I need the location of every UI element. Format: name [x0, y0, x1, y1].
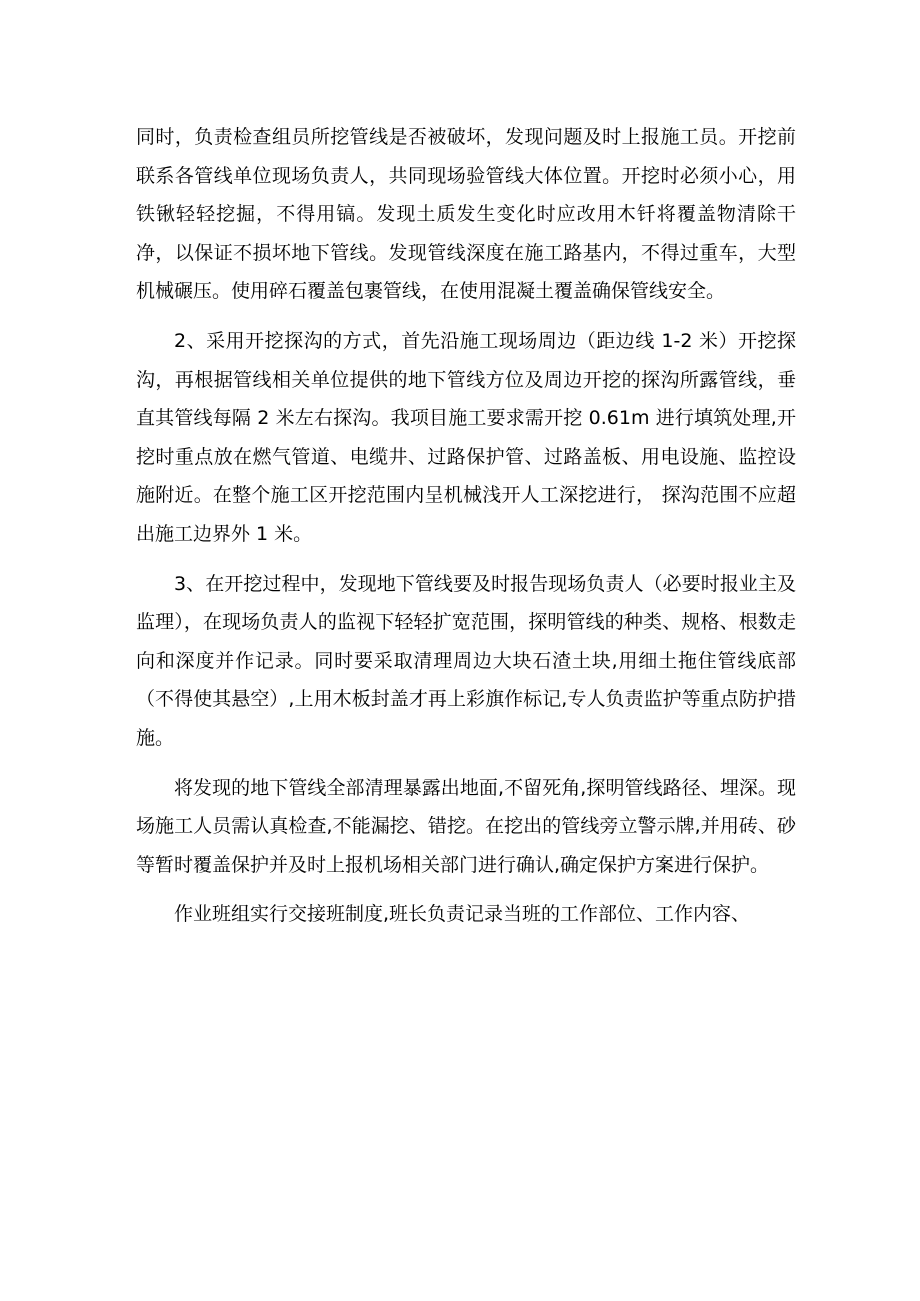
paragraph-item-2: 2、采用开挖探沟的方式，首先沿施工现场周边（距边线 1-2 米）开挖探沟，再根据管线相关单位提供的地下管线方位及周边开挖的探沟所露管线，垂直其管线每隔 2 米左右探沟。我项目施工要求需开挖 0.61m 进行填筑处理,开挖时重点放在燃气管道、电缆井、过路保护管、过路盖板、用电设施、监控设施附近。在整个施工区开挖范围内呈机械浅开人工深挖进行， 探沟范围不应超出施工边界外 1 米。: [136, 329, 796, 545]
paragraph-shift-handover: 作业班组实行交接班制度,班长负责记录当班的工作部位、工作内容、: [174, 903, 751, 926]
paragraph-continuation: 同时，负责检查组员所挖管线是否被破坏，发现问题及时上报施工员。开挖前联系各管线单位现场负责人，共同现场验管线大体位置。开挖时必须小心，用铁锹轻轻挖掘，不得用镐。发现土质发生变化时应改用木钎将覆盖物清除干净，以保证不损坏地下管线。发现管线深度在施工路基内，不得过重车，大型机械碾压。使用碎石覆盖包裹管线，在使用混凝土覆盖确保管线安全。: [136, 126, 796, 303]
document-body: [136, 118, 796, 945]
paragraph-exposure: 将发现的地下管线全部清理暴露出地面,不留死角,探明管线路径、埋深。现场施工人员需认真检查,不能漏挖、错挖。在挖出的管线旁立警示牌,并用砖、砂等暂时覆盖保护并及时上报机场相关部门进行确认,确定保护方案进行保护。: [136, 776, 796, 876]
paragraph-item-3: 3、在开挖过程中，发现地下管线要及时报告现场负责人（必要时报业主及监理），在现场负责人的监视下轻轻扩宽范围，探明管线的种类、规格、根数走向和深度并作记录。同时要采取清理周边大块石渣土块,用细土拖住管线底部（不得使其悬空）,上用木板封盖才再上彩旗作标记,专人负责监护等重点防护措施。: [136, 572, 796, 749]
